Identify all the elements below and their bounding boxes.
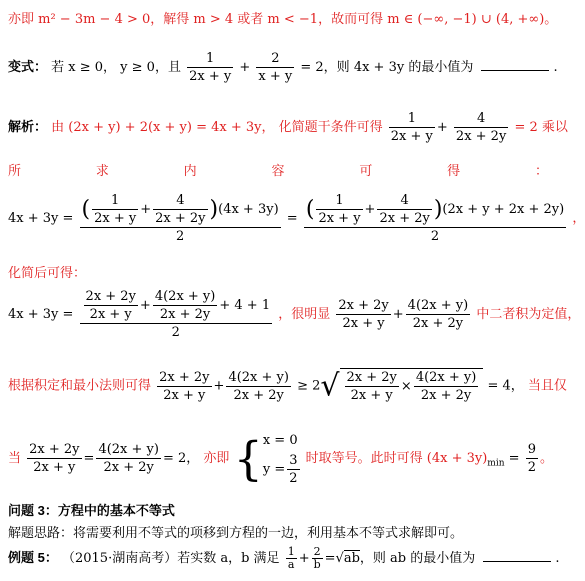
eq4-yd: 2 [289, 471, 298, 486]
example-5: 例题 5： （2015·湖南高考）若实数 a，b 满足 $\frac{1}{a}$ + $\frac{2}{b}$ =√ab，则 ab 的最小值为 . [8, 545, 560, 571]
problem-3-idea-text: 解题思路：将需要利用不等式的项移到方程的一边，利用基本不等式求解即可。 [8, 525, 464, 540]
eq1-b: 2x + y [94, 211, 137, 226]
conclusion-text: 亦即 m² − 3m − 4 > 0，解得 m > 4 或者 m < −1，故而可得 m ∈ (−∞, −1) ∪ (4, +∞)。 [8, 12, 558, 27]
eq1-c: 4 [153, 192, 207, 210]
spread-char: 得 [447, 164, 461, 179]
equation-4: 当 $\frac{2x + 2y}{2x + y}$ = $\frac{4(2x + y)}{2x + 2y}$ = 2， 亦即 { x = 0 y = $\frac{3}{2}$ 时取等号。此时可得 $(4x + 3y)_{min}$ = $\frac{9}{2}$ 。 [8, 431, 553, 486]
eq3-c-num: 2x + 2y [346, 370, 397, 385]
spread-char: 求 [95, 164, 109, 179]
times-sign: × [400, 379, 412, 394]
eq2-q2n: 4(2x + y) [407, 298, 469, 313]
plus-sign: + [239, 60, 251, 75]
spread-line [8, 160, 548, 179]
variant-label: 变式： [8, 59, 48, 74]
eq4-sub: min [487, 458, 505, 469]
eq2-p2d: 2x + 2y [159, 307, 211, 322]
variant-end: . [553, 60, 558, 75]
problem-3-title [8, 500, 175, 519]
ex5-bn: 2 [312, 546, 323, 559]
variant-f2-num: 2 [256, 50, 294, 68]
variant-text-1: 若 x ≥ 0， y ≥ 0，且 [51, 60, 181, 75]
radical-sign: √ [320, 368, 340, 404]
variant-f2-den: x + y [258, 69, 293, 84]
left-brace: { [233, 431, 263, 486]
eq2-tail: + 4 + 1 [219, 298, 271, 313]
eq2-text-1: ，很明显 [278, 307, 331, 322]
variant-fraction-2 [256, 50, 294, 85]
eq1-comma: ， [572, 211, 585, 226]
spread-char: ： [534, 164, 548, 179]
analysis-text-3: = 2 乘以 [514, 120, 568, 135]
eq2-text-2: 中二者积为定值， [476, 307, 581, 322]
eq4-rd: 2 [527, 460, 536, 475]
eq2-q1d: 2x + y [342, 316, 385, 331]
eq2-big-fraction: $\frac{2x + 2y}{2x + y}$ + $\frac{4(2x + y)}{2x + 2y}$ + 4 + 1 2 [80, 288, 273, 341]
eq4-text-3: 时取等号。此时可得 (4x + 3y) [305, 451, 488, 466]
eq2-q2d: 2x + 2y [412, 316, 464, 331]
variant-fraction-1 [187, 50, 233, 85]
eq1-a: 1 [92, 192, 138, 210]
eq3-a-den: 2x + y [163, 387, 206, 403]
eq3-a-num: 2x + 2y [159, 369, 210, 385]
problem-3-title-text: 问题 3：方程中的基本不等式 [8, 503, 175, 518]
eq3-d-num: 4(2x + y) [415, 370, 477, 385]
variant-line [8, 50, 558, 85]
example-5-label: 例题 5： [8, 550, 58, 565]
eq1-m1: (4x + 3y) [218, 202, 279, 217]
variant-text-2: = 2，则 4x + 3y 的最小值为 [300, 60, 474, 75]
eq4-a-num: 2x + 2y [29, 442, 80, 457]
eq4-b-den: 2x + 2y [103, 460, 154, 475]
eq4-cases [263, 430, 302, 487]
eq4-text-1: 当 [8, 451, 22, 466]
eq1-d: 2x + 2y [155, 211, 206, 226]
eq4-b-num: 4(2x + y) [98, 442, 159, 457]
eq2-lhs: 4x + 3y = [8, 307, 74, 322]
example-5-text-1: （2015·湖南高考）若实数 a，b 满足 [61, 551, 280, 566]
simplify-text: 化简后可得： [8, 266, 87, 281]
analysis-text-1: 由 (2x + y) + 2(x + y) = 4x + 3y， [51, 120, 275, 135]
analysis-text-2: 化简题干条件可得 [278, 120, 383, 135]
spread-char: 所 [8, 164, 22, 179]
eq3-text-1: 根据积定和最小法则可得 [8, 378, 152, 394]
eq4-case-x: x = 0 [262, 433, 298, 448]
eq3-b-num: 4(2x + y) [228, 369, 289, 385]
eq3-b-den: 2x + 2y [233, 387, 284, 403]
eq2-p2n: 4(2x + y) [154, 289, 216, 304]
variant-f1-num: 1 [187, 50, 233, 68]
eq3-result: = 4， [487, 378, 524, 394]
spread-char: 容 [271, 164, 285, 179]
equals-sign: = [286, 211, 298, 226]
conclusion-line [8, 8, 557, 27]
analysis-line: 解析： 由 (2x + y) + 2(x + y) = 4x + 3y， 化简题干条件可得 $\frac{1}{2x + y}$ + $\frac{4}{2x + 2y}$ = 2 乘以 [8, 111, 568, 144]
analysis-f2-num: 4 [454, 110, 508, 128]
analysis-f1-num: 1 [389, 110, 435, 128]
eq1-den: 2 [175, 229, 185, 244]
analysis-fraction-2 [454, 110, 508, 145]
eq1-a2: 1 [316, 192, 362, 210]
problem-3-idea [8, 522, 463, 541]
equation-1 [8, 192, 585, 245]
eq3-sqrt [340, 368, 484, 404]
eq4-eq: = [508, 451, 520, 466]
eq4-a-den: 2x + y [33, 460, 76, 475]
eq4-case-y: y = [262, 462, 286, 477]
variant-f1-den: 2x + y [189, 69, 232, 84]
eq1-big-fraction-1: ( $\frac{1}{2x + y}$ + $\frac{4}{2x + 2y}$ )(4x + 3y) 2 [81, 193, 279, 244]
analysis-f1-den: 2x + y [390, 129, 433, 144]
eq2-p1n: 2x + 2y [85, 289, 136, 304]
ex5-bd: b [313, 558, 321, 571]
example-5-text-3: ，则 ab 的最小值为 [359, 551, 476, 566]
eq1-b2: 2x + y [318, 211, 361, 226]
eq4-end: 。 [539, 451, 553, 466]
eq4-mid: = 2， [162, 451, 200, 466]
spread-char: 内 [183, 164, 197, 179]
analysis-f2-den: 2x + 2y [455, 129, 507, 144]
ex5-eq: = [324, 551, 336, 566]
ex5-an: 1 [287, 545, 295, 558]
eq3-ge: ≥ 2 [297, 378, 321, 394]
ex5-root: ab [343, 551, 360, 566]
eq2-p1d: 2x + y [89, 307, 132, 322]
analysis-label: 解析： [8, 119, 48, 134]
eq4-text-2: 亦即 [203, 451, 230, 466]
eq4-rn: 9 [527, 442, 536, 457]
eq1-c2: 4 [377, 192, 431, 210]
answer-blank [483, 561, 551, 562]
eq1-big-fraction-2: ( $\frac{1}{2x + y}$ + $\frac{4}{2x + 2y}$ )(2x + y + 2x + 2y) 2 [305, 193, 565, 244]
analysis-fraction-1 [389, 110, 435, 145]
eq2-q1n: 2x + 2y [338, 298, 389, 313]
example-5-end: . [555, 551, 560, 566]
simplify-line [8, 262, 86, 281]
eq2-den: 2 [171, 325, 180, 340]
eq4-yn: 3 [289, 453, 298, 468]
eq1-m2: (2x + y + 2x + 2y) [442, 202, 565, 217]
equation-3: 根据积定和最小法则可得 $\frac{2x + 2y}{2x + y}$ + $\frac{4(2x + y)}{2x + 2y}$ ≥ 2√ $\frac{2x + 2y}{2x + y}$ × $\frac{4(2x + y)}{2x + 2y}$ = 4， 当且仅 [8, 368, 567, 404]
ex5-ad: a [287, 558, 295, 571]
answer-blank [481, 70, 549, 71]
eq3-d-den: 2x + 2y [420, 388, 472, 403]
eq1-d2: 2x + 2y [379, 211, 430, 226]
equation-2: 4x + 3y = $\frac{2x + 2y}{2x + y}$ + $\frac{4(2x + y)}{2x + 2y}$ + 4 + 1 2 ，很明显 $\frac{2x + 2y}{2x + y}$ + $\frac{4(2x + y)}{2x + 2y}$ 中二者积为定值， [8, 289, 581, 340]
eq1-den2: 2 [430, 229, 440, 244]
eq3-c-den: 2x + y [350, 388, 393, 403]
eq1-lhs: 4x + 3y = [8, 211, 74, 226]
spread-char: 可 [359, 164, 373, 179]
eq3-text-2: 当且仅 [527, 378, 567, 394]
